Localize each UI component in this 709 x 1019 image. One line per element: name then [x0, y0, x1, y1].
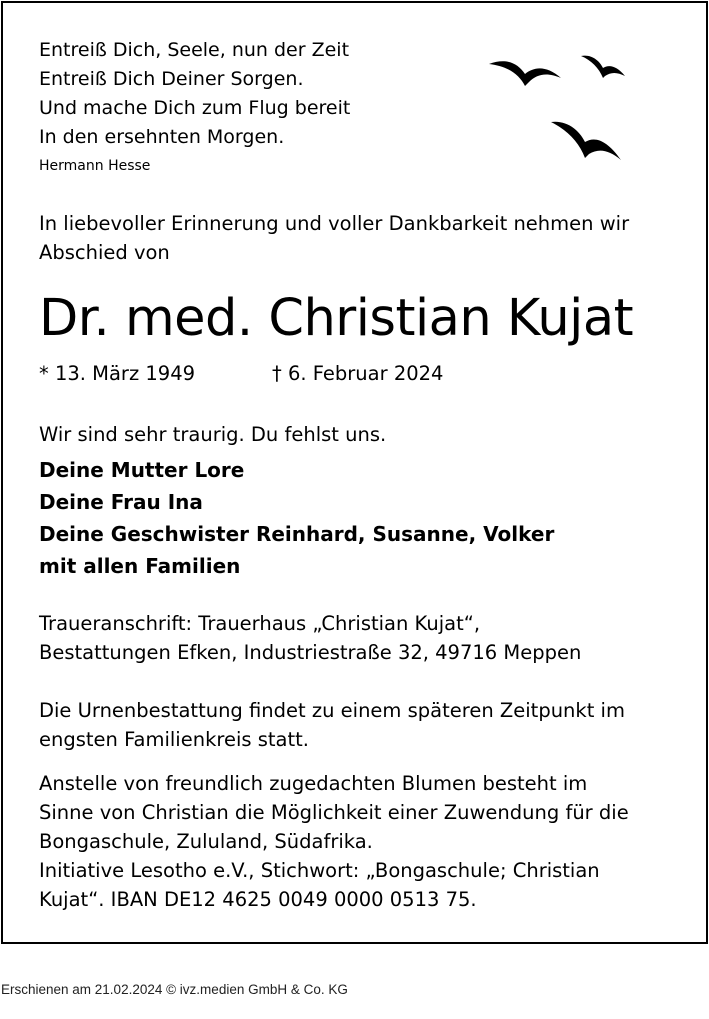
- address-line: Bestattungen Efken, Industriestraße 32, 49716 Meppen: [39, 641, 582, 664]
- donation-line: Bongaschule, Zululand, Südafrika.: [39, 830, 373, 853]
- intro-line: Abschied von: [39, 241, 170, 264]
- donation-line: Anstelle von freundlich zugedachten Blumen besteht im: [39, 772, 588, 795]
- donation-line: Initiative Lesotho e.V., Stichwort: „Bongaschule; Christian: [39, 859, 600, 882]
- deceased-name: Dr. med. Christian Kujat: [39, 289, 634, 348]
- intro-line: In liebevoller Erinnerung und voller Dankbarkeit nehmen wir: [39, 212, 630, 235]
- burial-line: Die Urnenbestattung findet zu einem späteren Zeitpunkt im: [39, 699, 625, 722]
- mourner-line: Deine Geschwister Reinhard, Susanne, Volker: [39, 522, 555, 546]
- donation-line: Sinne von Christian die Möglichkeit einer Zuwendung für die: [39, 801, 629, 824]
- mourner-line: mit allen Familien: [39, 554, 241, 578]
- poem-line: In den ersehnten Morgen.: [39, 126, 285, 148]
- flying-birds-icon: [485, 50, 635, 170]
- poem-author: Hermann Hesse: [39, 158, 151, 174]
- bird-icon: [551, 122, 621, 160]
- donation-line: Kujat“. IBAN DE12 4625 0049 0000 0513 75.: [39, 888, 477, 911]
- address-line: Traueranschrift: Trauerhaus „Christian Kujat“,: [39, 612, 481, 635]
- bird-icon: [489, 61, 561, 86]
- poem-line: Und mache Dich zum Flug bereit: [39, 97, 351, 119]
- poem-line: Entreiß Dich, Seele, nun der Zeit: [39, 39, 350, 61]
- publication-footer: Erschienen am 21.02.2024 © ivz.medien GmbH & Co. KG: [1, 982, 348, 997]
- mourner-line: Deine Mutter Lore: [39, 458, 245, 482]
- bird-icon: [581, 56, 625, 78]
- death-date: † 6. Februar 2024: [272, 362, 444, 385]
- birth-date: * 13. März 1949: [39, 362, 196, 385]
- poem-line: Entreiß Dich Deiner Sorgen.: [39, 68, 304, 90]
- mourner-line: Deine Frau Ina: [39, 490, 203, 514]
- message: Wir sind sehr traurig. Du fehlst uns.: [39, 423, 387, 446]
- burial-line: engsten Familienkreis statt.: [39, 728, 309, 751]
